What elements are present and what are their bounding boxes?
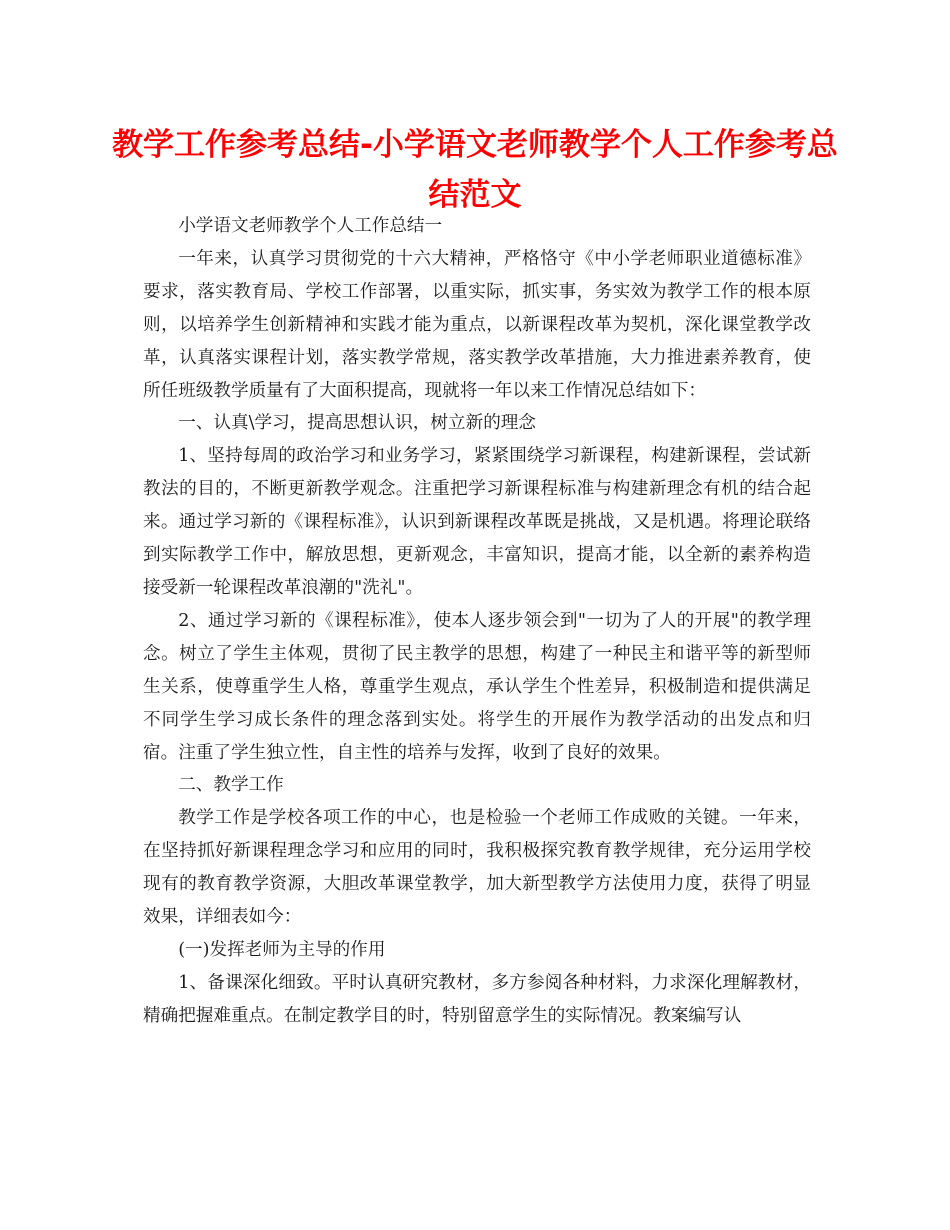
paragraph-1-1: 1、坚持每周的政治学习和业务学习，紧紧围绕学习新课程，构建新课程，尝试新教法的目的，不断更新教学观念。注重把学习新课程标准与构建新理念有机的结合起来。通过学习新的《课程标准》，认识到新课程改革既是挑战，又是机遇。将理论联络到实际教学工作中，解放思想，更新观念，丰富知识，提高才能，以全新的素养构造接受新一轮课程改革浪潮的"洗礼"。 <box>143 446 811 598</box>
document-body <box>143 210 811 1033</box>
subsection-heading-2-1: (一)发挥老师为主导的作用 <box>178 939 386 960</box>
paragraph-2-intro: 教学工作是学校各项工作的中心，也是检验一个老师工作成败的关键。一年来，在坚持抓好新课程理念学习和应用的同时，我积极探究教育教学规律，充分运用学校现有的教育教学资源，大胆改革课堂教学，加大新型教学方法使用力度，获得了明显效果，详细表如今： <box>143 808 811 928</box>
section-heading-1: 一、认真\学习，提高思想认识，树立新的理念 <box>178 413 536 434</box>
section-heading-2: 二、教学工作 <box>178 775 284 796</box>
paragraph-1-2: 2、通过学习新的《课程标准》，使本人逐步领会到"一切为了人的开展"的教学理念。树立了学生主体观，贯彻了民主教学的思想，构建了一种民主和谐平等的新型师生关系，使尊重学生人格，尊重学生观点，承认学生个性差异，积极制造和提供满足不同学生学习成长条件的理念落到实处。将学生的开展作为教学活动的出发点和归宿。注重了学生独立性，自主性的培养与发挥，收到了良好的效果。 <box>143 610 811 763</box>
paragraph-2-1-1: 1、备课深化细致。平时认真研究教材，多方参阅各种材料，力求深化理解教材，精确把握难重点。在制定教学目的时，特别留意学生的实际情况。教案编写认 <box>143 972 811 1026</box>
document-title: 教学工作参考总结-小学语文老师教学个人工作参考总结范文 <box>112 127 838 213</box>
section-heading-summary: 小学语文老师教学个人工作总结一 <box>178 216 443 236</box>
paragraph-intro: 一年来，认真学习贯彻党的十六大精神，严格恪守《中小学老师职业道德标准》要求，落实教育局、学校工作部署，以重实际，抓实事，务实效为教学工作的根本原则，以培养学生创新精神和实践才能为重点，以新课程改革为契机，深化课堂教学改革，认真落实课程计划，落实教学常规，落实教学改革措施，大力推进素养教育，使所任班级教学质量有了大面积提高，现就将一年以来工作情况总结如下： <box>143 248 811 401</box>
